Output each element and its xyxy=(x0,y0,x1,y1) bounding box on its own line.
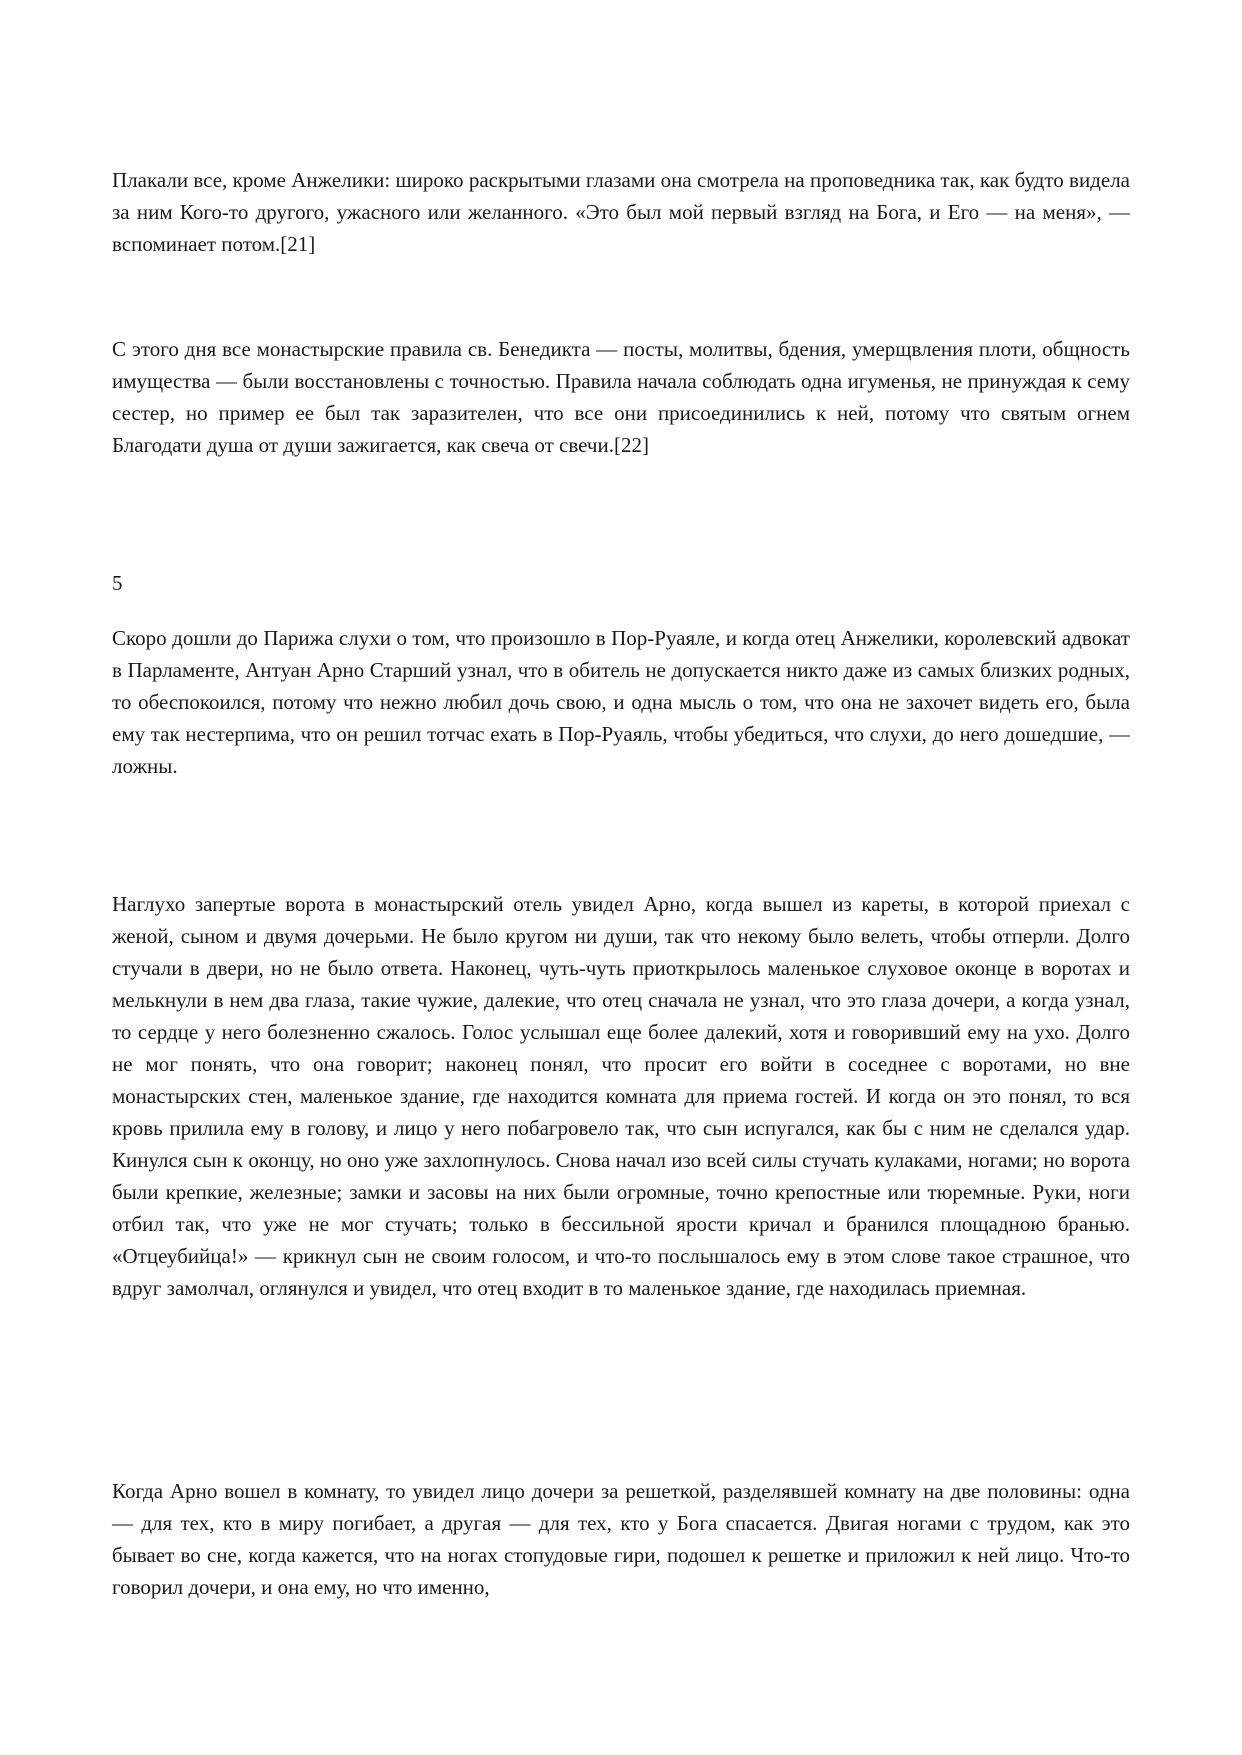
paragraph-visiting-room: Когда Арно вошел в комнату, то увидел лицо дочери за решеткой, разделявшей комнату на две половины: одна — для тех, кто в миру погибает, а другая — для тех, кто у Бога спасается. Двигая ногами с трудом, как это бывает во сне, когда кажется, что на ногах стопудовые гири, подошел к решетке и приложил к ней лицо. Что-то говорил дочери, и она ему, но что именно, xyxy=(112,1479,1130,1599)
paragraph-rumors-paris: Скоро дошли до Парижа слухи о том, что произошло в Пор-Руаяле, и когда отец Анжелики, королевский адвокат в Парламенте, Антуан Арно Старший узнал, что в обитель не допускается никто даже из самых близких родных, то обеспокоился, потому что нежно любил дочь свою, и одна мысль о том, что она не захочет видеть его, была ему так нестерпима, что он решил тотчас ехать в Пор-Руаяль, чтобы убедиться, что слухи, до него дошедшие, — ложны. xyxy=(112,626,1130,778)
paragraph-angelique-weeping: Плакали все, кроме Анжелики: широко раскрытыми глазами она смотрела на проповедника так, как будто видела за ним Кого-то другого, ужасного или желанного. «Это был мой первый взгляд на Бога, и Его — на меня», — вспоминает потом.[21] xyxy=(112,168,1130,256)
paragraph-locked-gates: Наглухо запертые ворота в монастырский отель увидел Арно, когда вышел из кареты, в которой приехал с женой, сыном и двумя дочерьми. Не было кругом ни души, так что некому было велеть, чтобы отперли. Долго стучали в двери, но не было ответа. Наконец, чуть-чуть приоткрылось маленькое слуховое оконце в воротах и мелькнули в нем два глаза, такие чужие, далекие, что отец сначала не узнал, что это глаза дочери, а когда узнал, то сердце у него болезненно сжалось. Голос услышал еще более далекий, хотя и говоривший ему на ухо. Долго не мог понять, что она говорит; наконец понял, что просит его войти в соседнее с воротами, но вне монастырских стен, маленькое здание, где находится комната для приема гостей. И когда он это понял, то вся кровь прилила ему в голову, и лицо у него побагровело так, что сын испугался, как бы с ним не сделался удар. Кинулся сын к оконцу, но оно уже захлопнулось. Снова начал изо всей силы стучать кулаками, ногами; но ворота были крепкие, железные; замки и засовы на них были огромные, точно крепостные или тюремные. Руки, ноги отбил так, что уже не мог стучать; только в бессильной ярости кричал и бранился площадною бранью. «Отцеубийца!» — крикнул сын не своим голосом, и что-то послышалось ему в этом слове такое страшное, что вдруг замолчал, оглянулся и увидел, что отец входит в то маленькое здание, где находилась приемная. xyxy=(112,892,1130,1300)
document-page xyxy=(112,0,1130,1755)
paragraph-benedict-rules: С этого дня все монастырские правила св. Бенедикта — посты, молитвы, бдения, умерщвления плоти, общность имущества — были восстановлены с точностью. Правила начала соблюдать одна игуменья, не принуждая к сему сестер, но пример ее был так заразителен, что все они присоединились к ней, потому что святым огнем Благодати душа от души зажигается, как свеча от свечи.[22] xyxy=(112,337,1130,457)
section-number: 5 xyxy=(112,571,123,595)
